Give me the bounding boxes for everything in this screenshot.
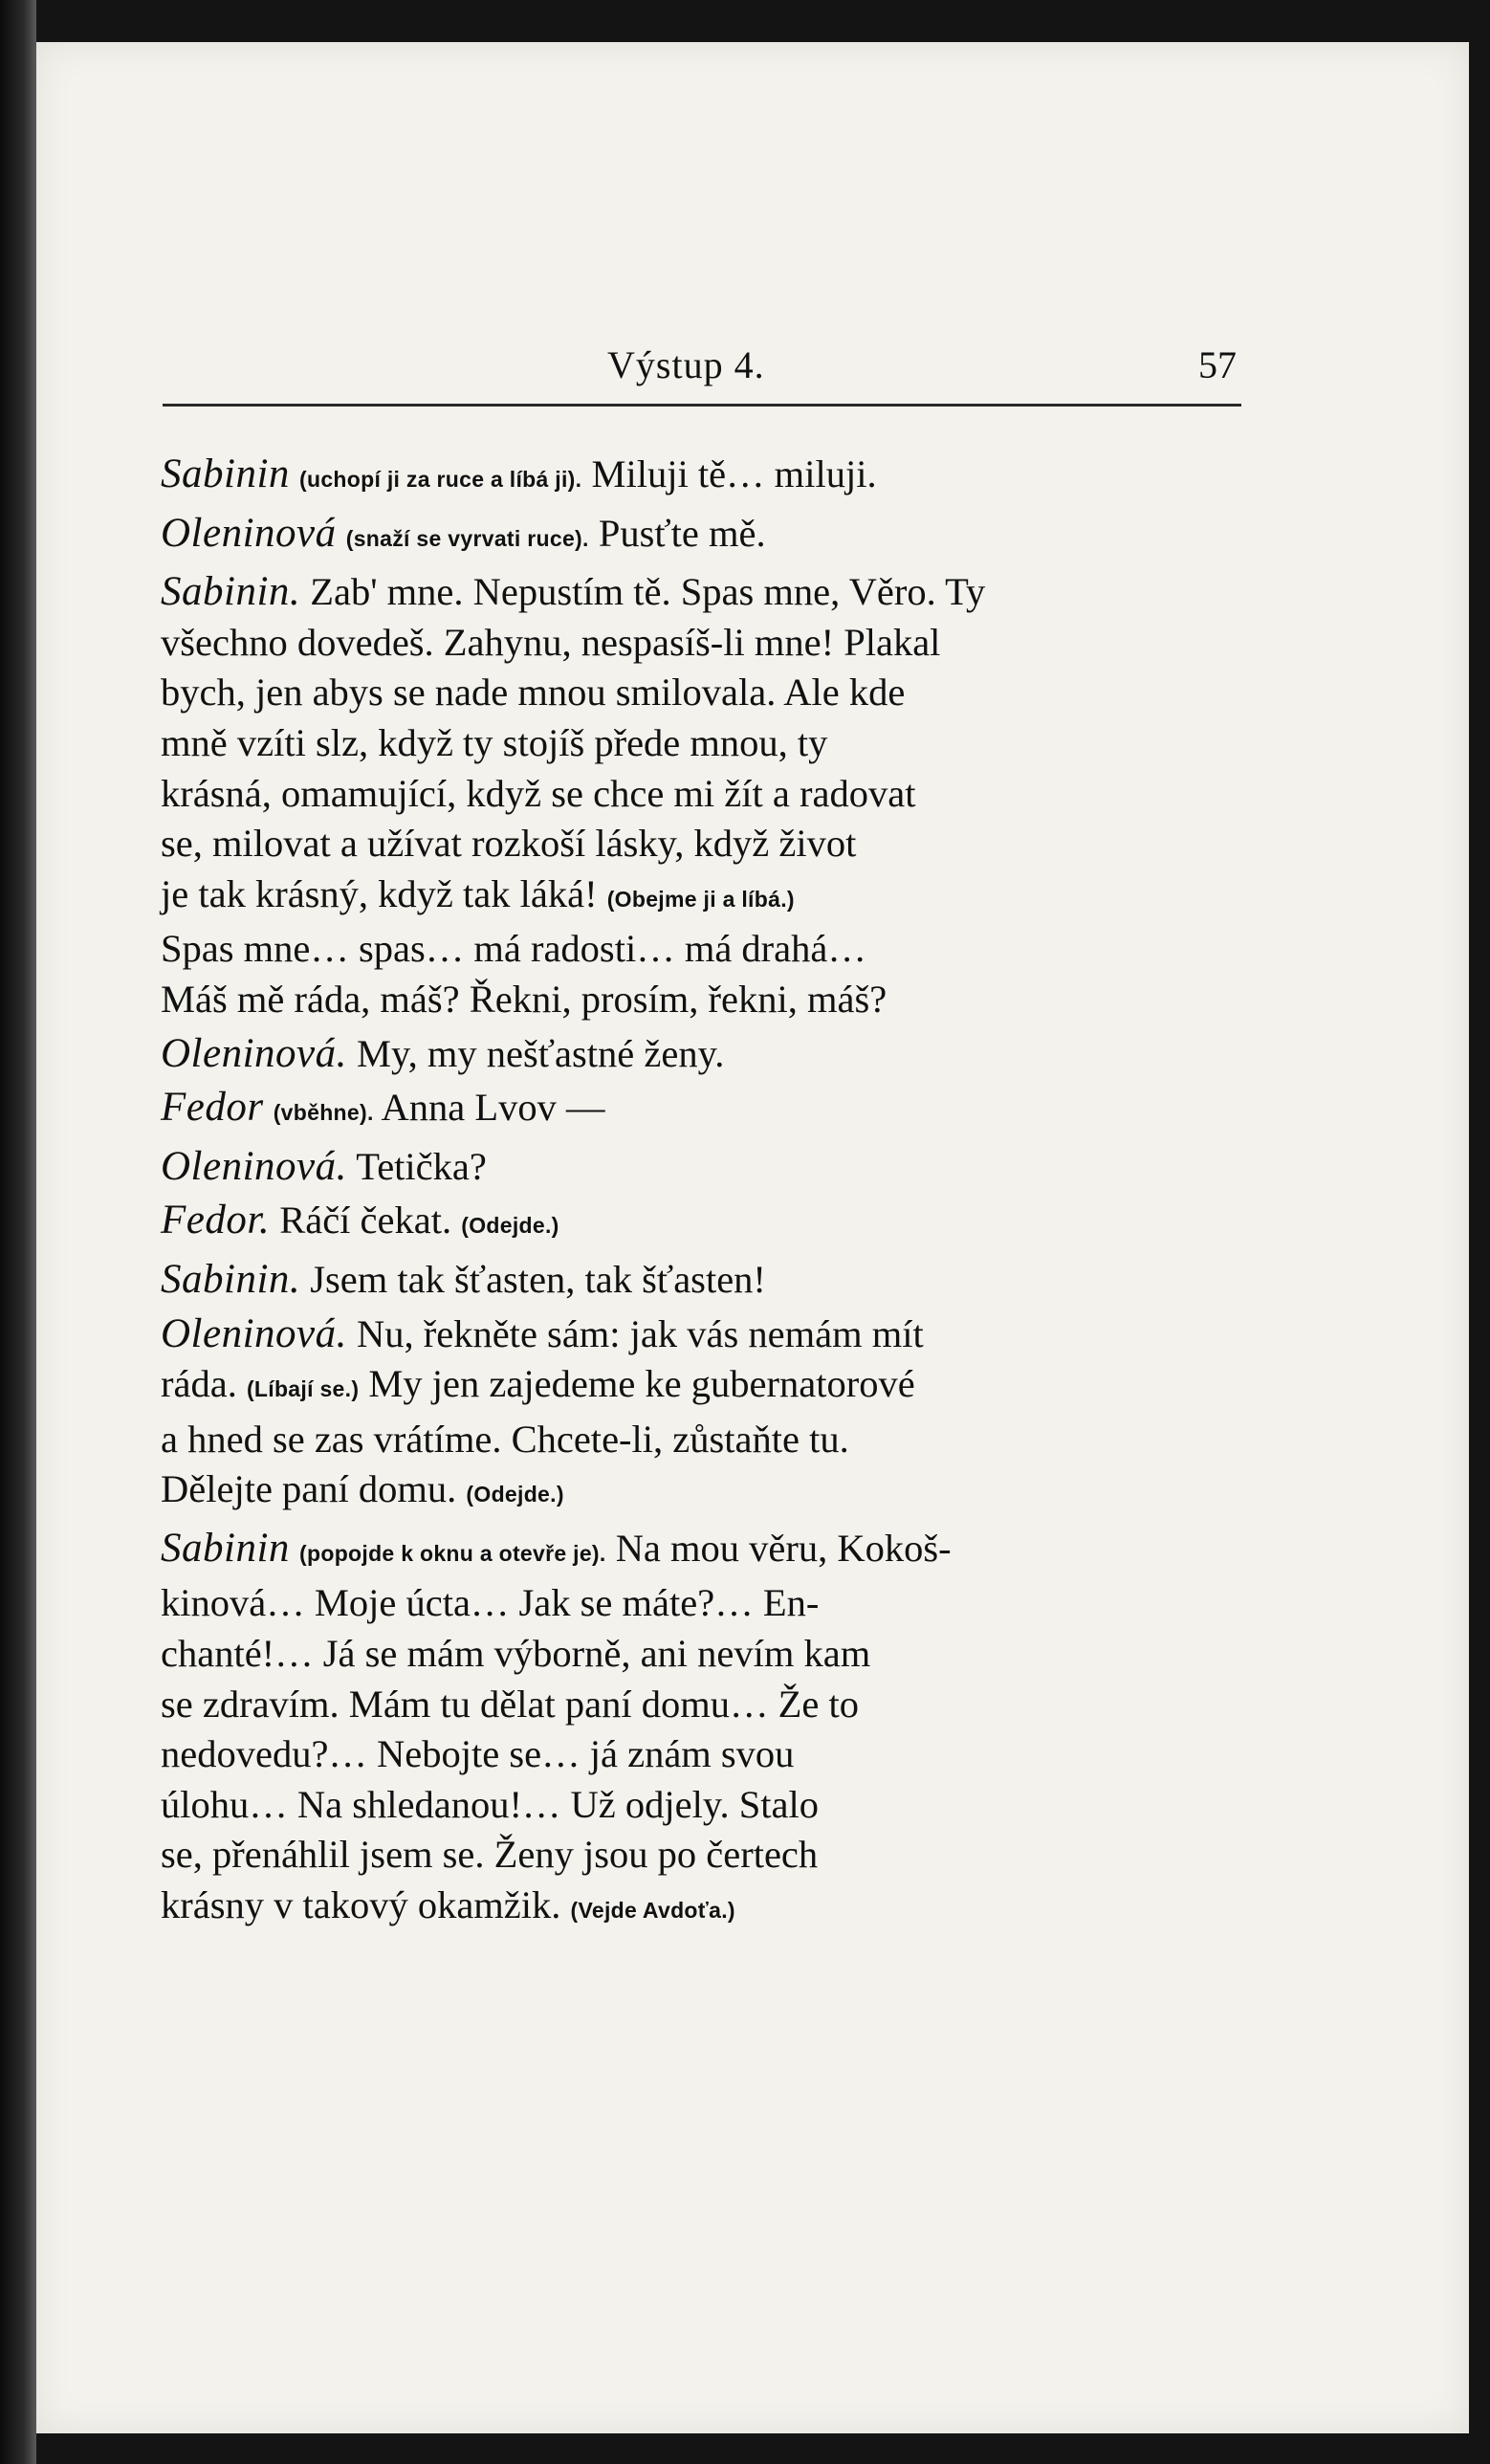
speech-text-line: bych, jen abys se nade mnou smilovala. Ale kde: [161, 671, 906, 715]
speech-oleninova-2: [161, 1029, 1251, 1080]
stage-direction: (popojde k oknu a otevře je).: [299, 1540, 606, 1566]
stage-direction: (uchopí ji za ruce a líbá ji).: [299, 467, 582, 492]
speech-text-line: Spas mne… spas… má radosti… má drahá…: [161, 927, 866, 971]
speaker-name: Fedor.: [161, 1198, 271, 1243]
speech-text-line-with-stage: [161, 1359, 1251, 1415]
speech-text-line: se, milovat a užívat rozkoší lásky, když život: [161, 822, 857, 866]
speech-text: My jen zajedeme ke gubernatorové: [368, 1362, 915, 1406]
speech-text: krásny v takový okamžik.: [161, 1883, 561, 1927]
speaker-name: Fedor: [161, 1085, 264, 1131]
page-header: [0, 304, 1490, 390]
speech-text: Na mou věru, Kokoš-: [615, 1526, 952, 1570]
header-rule: [163, 404, 1241, 407]
speaker-name: Oleninová.: [161, 1310, 347, 1356]
speech-text: My, my nešťastné ženy.: [357, 1031, 725, 1075]
speech-fedor-1: [161, 1083, 1251, 1138]
stage-direction: (Odejde.): [466, 1482, 564, 1507]
speech-oleninova-4: [161, 1309, 1251, 1520]
speaker-name: Sabinin.: [161, 569, 301, 615]
speaker-name: Oleninová.: [161, 1143, 347, 1189]
speech-text-line: chanté!… Já se mám výborně, ani nevím kam: [161, 1632, 871, 1676]
play-text: [161, 450, 1251, 1940]
speaker-name: Sabinin: [161, 451, 290, 496]
speech-text-line: krásná, omamující, když se chce mi žít a radovat: [161, 771, 916, 815]
speaker-name: Sabinin: [161, 1525, 290, 1571]
speech-fedor-2: [161, 1196, 1251, 1251]
speech-sabinin-2: [161, 567, 1251, 1024]
speech-text: Tetička?: [356, 1144, 487, 1188]
running-title: Výstup 4.: [607, 343, 765, 386]
speech-sabinin-3: [161, 1255, 1251, 1306]
stage-direction: (Odejde.): [461, 1213, 559, 1239]
stage-direction: (Obejme ji a líbá.): [606, 886, 795, 912]
speech-text-line: všechno dovedeš. Zahynu, nespasíš-li mne! Plakal: [161, 620, 941, 664]
speech-text-line: a hned se zas vrátíme. Chcete-li, zůstaňte tu.: [161, 1417, 849, 1461]
speech-text: Ráčí čekat.: [279, 1199, 452, 1243]
speech-text-line: mně vzíti slz, když ty stojíš přede mnou, ty: [161, 720, 828, 764]
speech-text-line-with-stage: [161, 1881, 1251, 1936]
speech-text-line: Nu, řekněte sám: jak vás nemám mít: [357, 1311, 924, 1355]
speech-text-line: Máš mě ráda, máš? Řekni, prosím, řekni, máš?: [161, 977, 887, 1021]
speech-text-line: Zab' mne. Nepustím tě. Spas mne, Věro. Ty: [310, 570, 986, 614]
stage-direction: (snaží se vyrvati ruce).: [345, 525, 589, 551]
speech-sabinin-1: [161, 450, 1251, 505]
speaker-name: Oleninová: [161, 510, 337, 556]
page-number: 57: [1198, 343, 1237, 386]
speaker-name: Oleninová.: [161, 1030, 347, 1076]
speech-text-line-with-stage: [161, 869, 1251, 925]
speech-text-line-with-stage: [161, 1464, 1251, 1520]
speech-text: Jsem tak šťasten, tak šťasten!: [310, 1257, 766, 1301]
speech-text-line: se, přenáhlil jsem se. Ženy jsou po čertech: [161, 1833, 819, 1877]
stage-direction: (Líbají se.): [246, 1376, 360, 1402]
speech-text: Dělejte paní domu.: [161, 1467, 457, 1511]
speech-oleninova-1: [161, 509, 1251, 564]
speech-text: ráda.: [161, 1362, 237, 1406]
speech-text: Pusťte mě.: [598, 511, 766, 555]
stage-direction: (vběhne).: [273, 1100, 374, 1126]
speaker-name: Sabinin.: [161, 1256, 301, 1302]
speech-sabinin-4: [161, 1524, 1251, 1936]
speech-text: je tak krásný, když tak láká!: [161, 871, 598, 915]
stage-direction: (Vejde Avdoťa.): [570, 1898, 735, 1924]
speech-text: Miluji tě… miluji.: [591, 452, 877, 495]
speech-text-line: kinová… Moje úcta… Jak se máte?… En-: [161, 1581, 820, 1625]
speech-text-line: nedovedu?… Nebojte se… já znám svou: [161, 1732, 795, 1776]
speech-text-line: se zdravím. Mám tu dělat paní domu… Že to: [161, 1682, 859, 1726]
speech-text: Anna Lvov —: [381, 1086, 605, 1130]
speech-text-line: úlohu… Na shledanou!… Už odjely. Stalo: [161, 1782, 820, 1826]
speech-oleninova-3: [161, 1142, 1251, 1193]
